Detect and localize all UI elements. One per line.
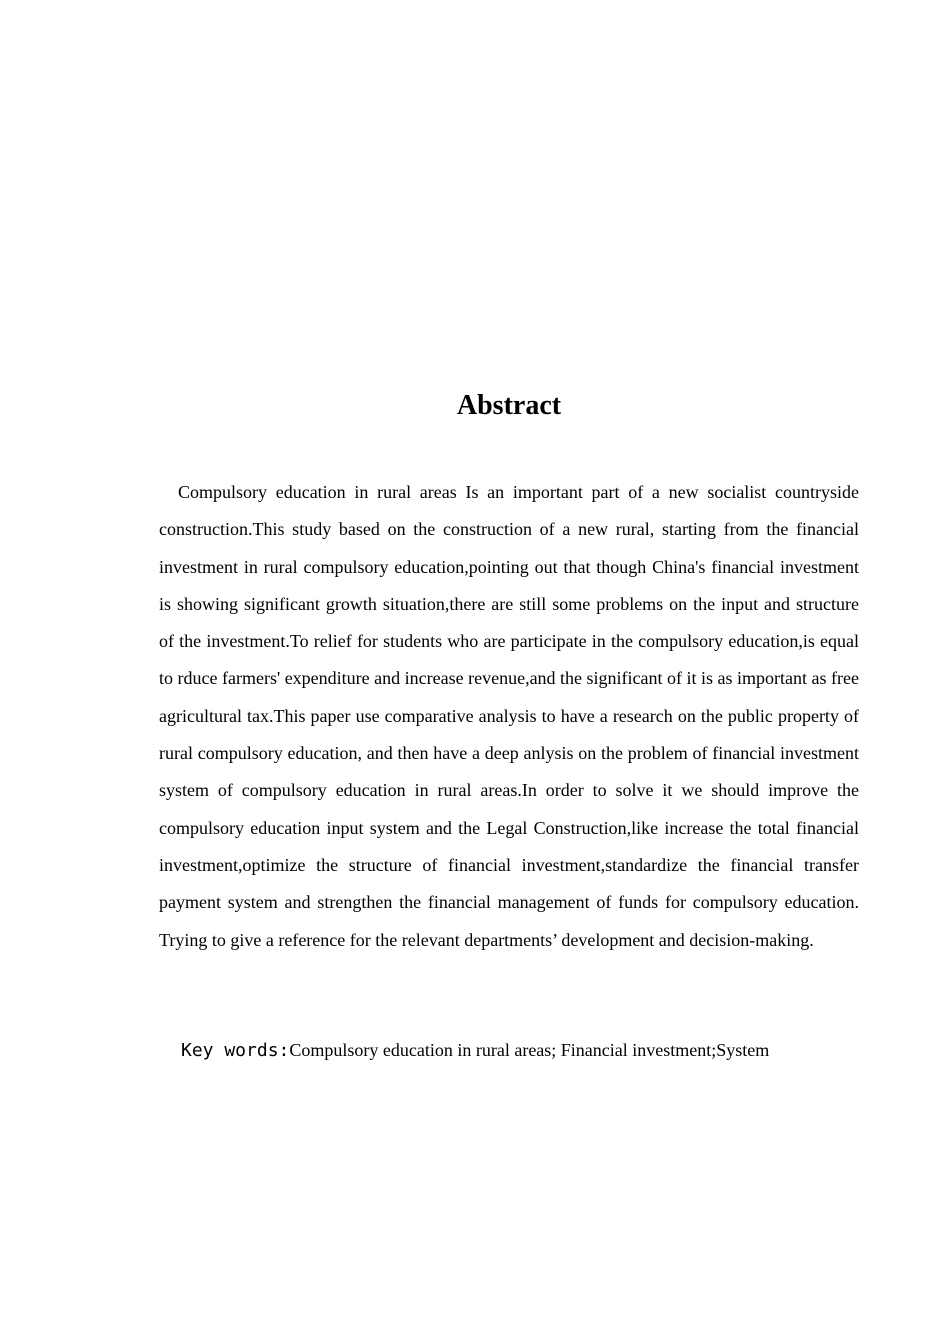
keywords-text: Compulsory education in rural areas; Financial investment;System [289,1040,770,1060]
abstract-title: Abstract [456,390,562,421]
keywords-label: Key words: [181,1040,290,1061]
keywords-line [181,1034,881,1067]
abstract-body: Compulsory education in rural areas Is an important part of a new socialist countryside construction.This study based on the construction of a new rural, starting from the financial investment in rural compulsory education,pointing out that though China's financial investment is showing significant growth situation,there are still some problems on the input and structure of the investment.To relief for students who are participate in the compulsory education,is equal to rduce farmers' expenditure and increase revenue,and the significant of it is as important as free agricultural tax.This paper use comparative analysis to have a research on the public property of rural compulsory education, and then have a deep anlysis on the problem of financial investment system of compulsory education in rural areas.In order to solve it we should improve the compulsory education input system and the Legal Construction,like increase the total financial investment,optimize the structure of financial investment,standardize the financial transfer payment system and strengthen the financial management of funds for compulsory education. Trying to give a reference for the relevant departments’ development and decision-making. [159,482,859,950]
